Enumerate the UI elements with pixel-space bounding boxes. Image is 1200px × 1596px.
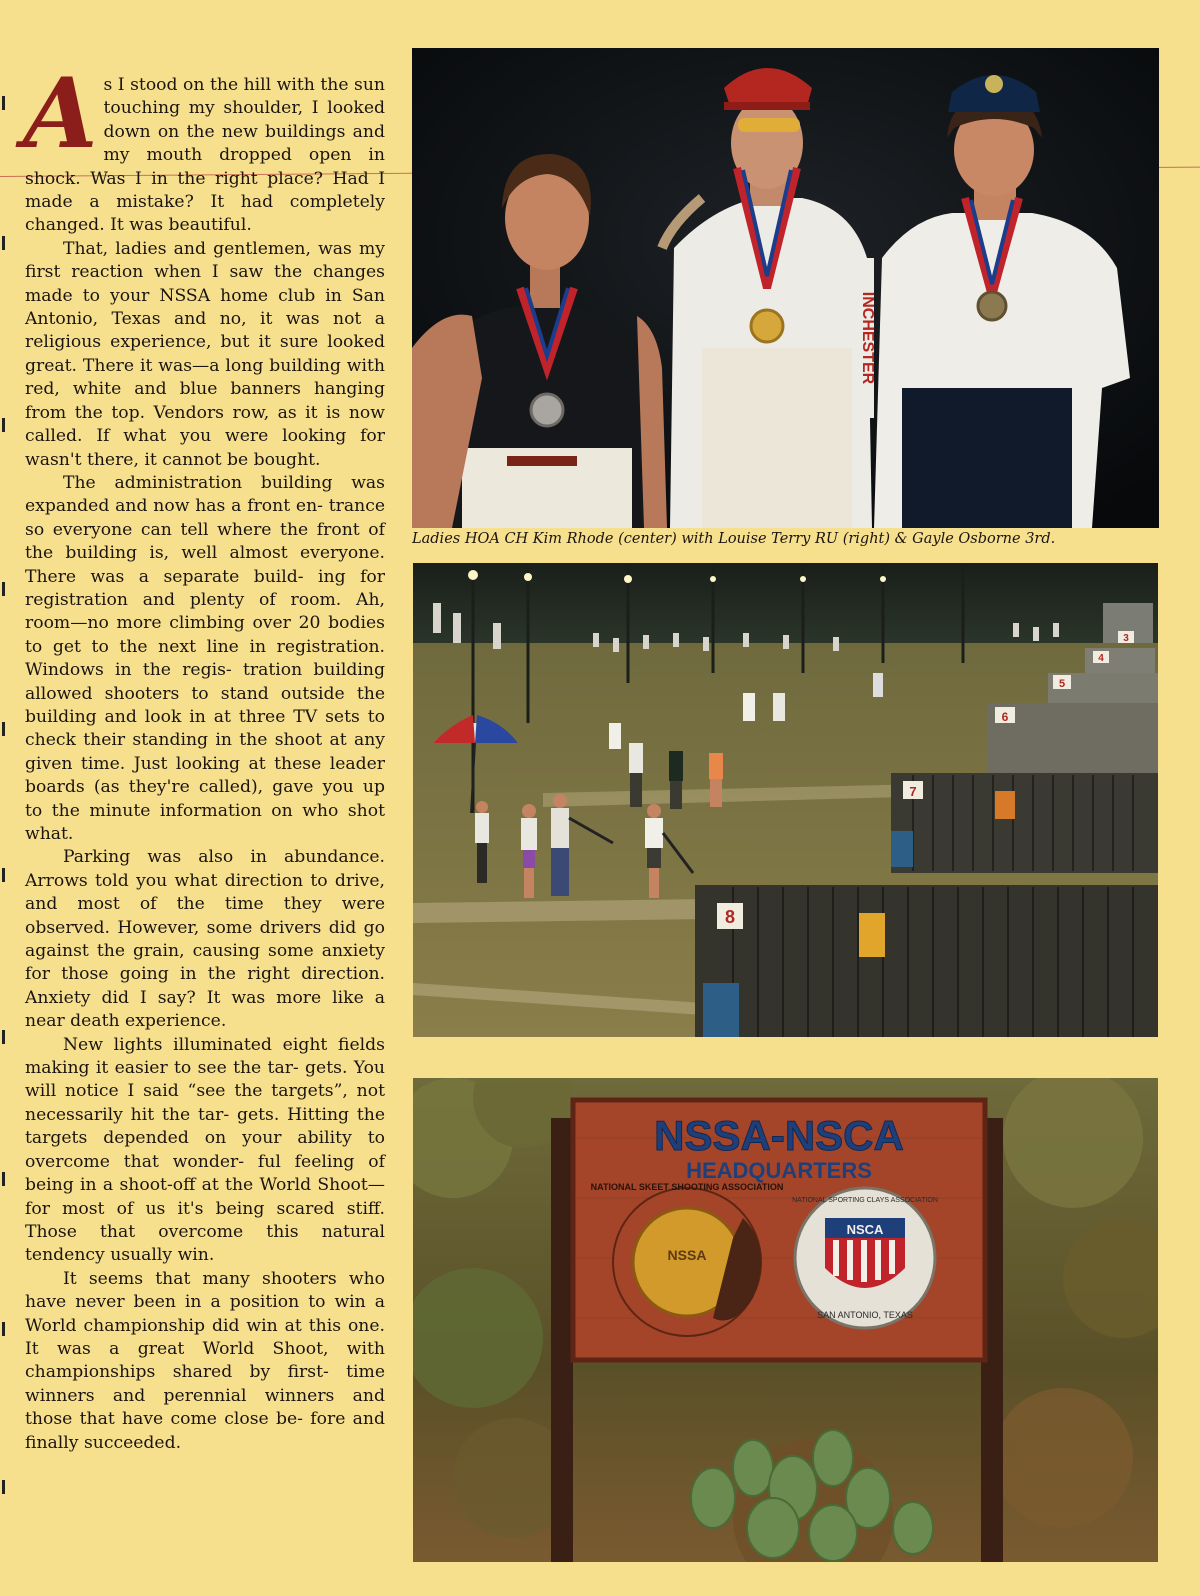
margin-tick	[2, 582, 5, 596]
headquarters-sign-photo	[413, 1078, 1158, 1562]
station-number: 8	[724, 907, 736, 927]
margin-tick	[2, 1172, 5, 1186]
margin-tick	[2, 1480, 5, 1494]
nssa-ring-text: NATIONAL SKEET SHOOTING ASSOCIATION	[590, 1182, 784, 1192]
margin-tick	[2, 236, 5, 250]
article-paragraph: The administration building was expanded and now has a front en- trance so everyone can tell where the front of the building is, well almost everyone. There was a separate build- ing for registration and plenty of room. Ah, room—no more climbing over 20 bodies to get to the next line in registration. Windows in the regis- tration building allowed shooters to stand outside the building and look in at three TV sets to check their standing in the shoot at any given time. Just looking at these leader boards (as they're called), gave you up to the minute information on who shot what.	[25, 472, 385, 844]
margin-tick	[2, 418, 5, 432]
shirt-text: INCHESTER	[859, 291, 876, 385]
article-paragraph: It seems that many shooters who have never been in a position to win a World championship did win at this one. It was a great World Shoot, with championships shared by first- time winners and perennial winners and those that have come close be- fore and finally succeeded.	[25, 1268, 385, 1453]
station-number: 5	[1058, 678, 1066, 690]
article-column	[23, 57, 385, 1455]
nssa-center-text: NSSA	[667, 1247, 707, 1263]
nsca-ring-top-text: NATIONAL SPORTING CLAYS ASSOCIATION	[792, 1197, 938, 1204]
margin-tick	[2, 722, 5, 736]
sign-title: NSSA-NSCA	[654, 1112, 904, 1159]
station-number: 7	[909, 784, 917, 799]
skeet-fields-photo	[413, 563, 1158, 1037]
article-paragraph: That, ladies and gentlemen, was my first reaction when I saw the changes made to your NSSA home club in San Antonio, Texas and no, it was not a religious experience, but it sure looked great. There it was—a long building with red, white and blue banners hanging from the top. Vendors row, as it is now called. If what you were looking for wasn't there, it cannot be bought.	[25, 238, 385, 470]
station-number: 4	[1098, 653, 1104, 664]
nsca-center-text: NSCA	[846, 1222, 884, 1237]
medalists-caption: Ladies HOA CH Kim Rhode (center) with Louise Terry RU (right) & Gayle Osborne 3rd.	[412, 531, 1056, 547]
sign-subtitle: HEADQUARTERS	[686, 1158, 872, 1183]
margin-tick	[2, 1030, 5, 1044]
station-number: 6	[1001, 710, 1009, 724]
article-paragraph: New lights illuminated eight fields making it easier to see the tar- gets. You will notice I said “see the targets”, not necessarily hit the tar- gets. Hitting the targets depended on your ability to overcome that wonder- ful feeling of being in a shoot-off at the World Shoot—for most of us it's being scared stiff. Those that overcome this natural tendency usually win.	[25, 1034, 385, 1266]
margin-tick	[2, 1322, 5, 1336]
nsca-ring-bottom-text: SAN ANTONIO, TEXAS	[817, 1310, 913, 1320]
margin-tick	[2, 96, 5, 110]
article-paragraph: As I stood on the hill with the sun touching my shoulder, I looked down on the new buildings and my mouth dropped open in shock. Was I in the right place? Had I made a mistake? It had completely changed. It was beautiful.	[23, 57, 385, 236]
medalists-photo	[412, 48, 1159, 528]
margin-tick	[2, 868, 5, 882]
station-number: 3	[1123, 633, 1129, 644]
article-paragraph: Parking was also in abundance. Arrows told you what direction to drive, and most of the time they were observed. However, some drivers did go against the grain, causing some anxiety for those going in the right direction. Anxiety did I say? It was more like a near death experience.	[25, 847, 385, 1032]
drop-cap: A	[23, 57, 98, 170]
